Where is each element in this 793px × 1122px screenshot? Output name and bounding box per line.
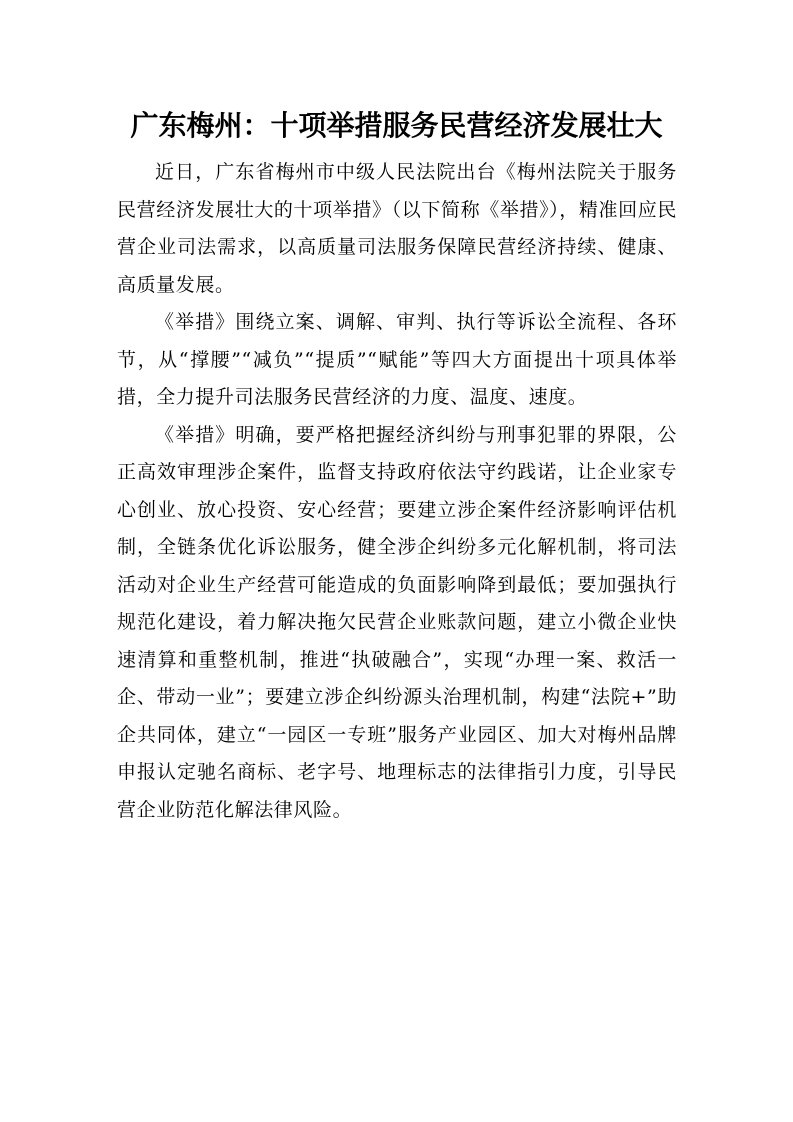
paragraph-details: 《举措》明确，要严格把握经济纠纷与刑事犯罪的界限，公正高效审理涉企案件，监督支持政府依法守约践诺，让企业家专心创业、放心投资、安心经营；要建立涉企案件经济影响评估机制，全链条优化诉讼服务，健全涉企纠纷多元化解机制，将司法活动对企业生产经营可能造成的负面影响降到最低；要加强执行规范化建设，着力解决拖欠民营企业账款问题，建立小微企业快速清算和重整机制，推进“执破融合”，实现“办理一案、救活一企、带动一业”；要建立涉企纠纷源头治理机制，构建“法院+”助企共同体，建立“一园区一专班”服务产业园区、加大对梅州品牌申报认定驰名商标、老字号、地理标志的法律指引力度，引导民营企业防范化解法律风险。 [117, 423, 677, 821]
page-title: 广东梅州：十项举措服务民营经济发展壮大 [130, 109, 663, 142]
article-body [117, 154, 677, 829]
paragraph-intro: 近日，广东省梅州市中级人民法院出台《梅州法院关于服务民营经济发展壮大的十项举措》（以下简称《举措》），精准回应民营企业司法需求，以高质量司法服务保障民营经济持续、健康、高质量发展。 [117, 161, 677, 296]
paragraph-scope: 《举措》围绕立案、调解、审判、执行等诉讼全流程、各环节，从“撑腰”“减负”“提质”“赋能”等四大方面提出十项具体举措，全力提升司法服务民营经济的力度、温度、速度。 [117, 311, 677, 408]
